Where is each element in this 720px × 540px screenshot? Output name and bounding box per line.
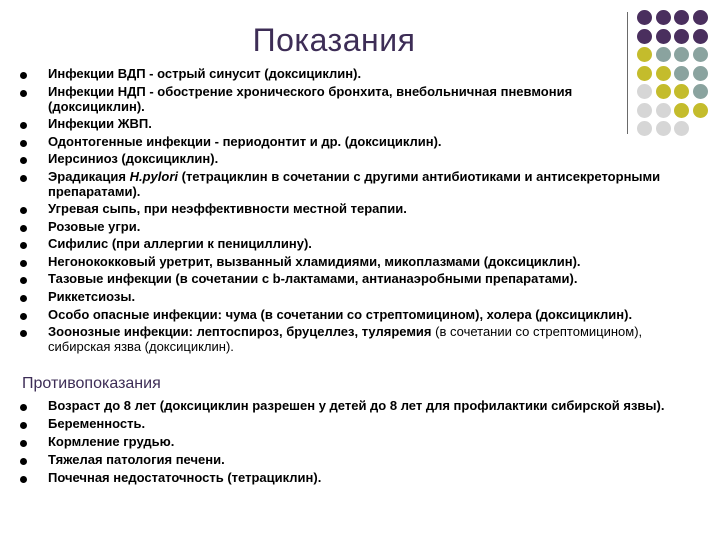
decor-dot (693, 47, 708, 62)
list-item-text: Розовые угри. (48, 218, 141, 234)
decor-dot (693, 103, 708, 118)
list-item-text: Почечная недостаточность (тетрациклин). (48, 470, 322, 485)
bullet-icon (20, 242, 27, 249)
decor-dot (637, 47, 652, 62)
list-item-text: Угревая сыпь, при неэффективности местной терапии. (48, 201, 407, 217)
list-item-text: Кормление грудью. (48, 434, 175, 449)
decor-dot (674, 29, 689, 44)
list-item-text: Особо опасные инфекции: чума (в сочетании со стрептомицином), холера (доксициклин). (48, 306, 633, 322)
bullet-icon (20, 440, 27, 447)
list-item (20, 151, 670, 166)
list-item (20, 289, 670, 304)
list-item (20, 271, 670, 286)
decor-dot (656, 47, 671, 62)
list-item (20, 434, 670, 449)
list-item (20, 134, 670, 149)
list-item (20, 84, 670, 114)
list-item-text: Возраст до 8 лет (доксициклин разрешен у детей до 8 лет для профилактики сибирской язвы). (48, 398, 665, 413)
list-item (20, 201, 670, 216)
bullet-icon (20, 260, 27, 267)
decor-dot (693, 10, 708, 25)
bullet-icon (20, 175, 27, 182)
list-item-text: Иерсиниоз (доксициклин). (48, 151, 219, 167)
decor-dot (674, 103, 689, 118)
list-item-text: Инфекции НДП - обострение хронического бронхита, внебольничная пневмония (доксициклин). (48, 83, 573, 114)
decor-dot (674, 66, 689, 81)
decor-dot (656, 10, 671, 25)
bullet-icon (20, 422, 27, 429)
decor-dot (637, 10, 652, 25)
bullet-icon (20, 225, 27, 232)
contraindications-list (20, 398, 670, 488)
list-item-text: Инфекции ЖВП. (48, 116, 152, 132)
list-item (20, 219, 670, 234)
list-item-text: Тяжелая патология печени. (48, 452, 225, 467)
bullet-icon (20, 404, 27, 411)
decor-dot (656, 29, 671, 44)
decor-dot (674, 121, 689, 136)
list-item-text: (в сочетании со стрептомицином), сибирская язва (доксициклин). (48, 324, 643, 355)
list-item-text: Беременность. (48, 416, 146, 431)
indications-list (20, 66, 670, 357)
list-item (20, 416, 670, 431)
list-item-text: Негонококковый уретрит, вызванный хламидиями, микоплазмами (доксициклин). (48, 253, 581, 269)
bullet-icon (20, 330, 27, 337)
list-item (20, 236, 670, 251)
decor-dot (674, 47, 689, 62)
decor-dot (637, 29, 652, 44)
bullet-icon (20, 140, 27, 147)
bullet-icon (20, 90, 27, 97)
list-item-text: Тазовые инфекции (в сочетании с b-лактамами, антианаэробными препаратами). (48, 271, 578, 287)
bullet-icon (20, 476, 27, 483)
bullet-icon (20, 157, 27, 164)
list-item (20, 116, 670, 131)
decor-dot (693, 84, 708, 99)
bullet-icon (20, 313, 27, 320)
decor-dot (693, 66, 708, 81)
bullet-icon (20, 207, 27, 214)
list-item-text: Одонтогенные инфекции - периодонтит и др. (доксициклин). (48, 133, 442, 149)
bullet-icon (20, 277, 27, 284)
list-item-text: Эрадикация (48, 168, 130, 184)
bullet-icon (20, 122, 27, 129)
list-item-text: Инфекции ВДП - острый синусит (доксициклин). (48, 66, 362, 81)
list-item (20, 324, 670, 354)
decor-dot (674, 10, 689, 25)
list-item-text: (тетрациклин в сочетании с другими антибиотиками и антисекреторными препаратами). (48, 168, 661, 199)
bullet-icon (20, 72, 27, 79)
page-title: Показания (252, 22, 416, 58)
list-item (20, 307, 670, 322)
list-item (20, 254, 670, 269)
list-item (20, 398, 670, 413)
list-item-italic: H.pylori (129, 168, 178, 184)
list-item-text: Зоонозные инфекции: лептоспироз, бруцеллез, туляремия (48, 324, 432, 340)
bullet-icon (20, 458, 27, 465)
decor-dot (674, 84, 689, 99)
list-item-text: Риккетсиозы. (48, 289, 136, 305)
decor-dot (693, 29, 708, 44)
list-item-text: Сифилис (при аллергии к пенициллину). (48, 236, 312, 252)
bullet-icon (20, 295, 27, 302)
contraindications-heading: Противопоказания (22, 375, 161, 392)
list-item (20, 452, 670, 467)
list-item (20, 169, 670, 199)
list-item (20, 66, 670, 81)
list-item (20, 470, 670, 485)
